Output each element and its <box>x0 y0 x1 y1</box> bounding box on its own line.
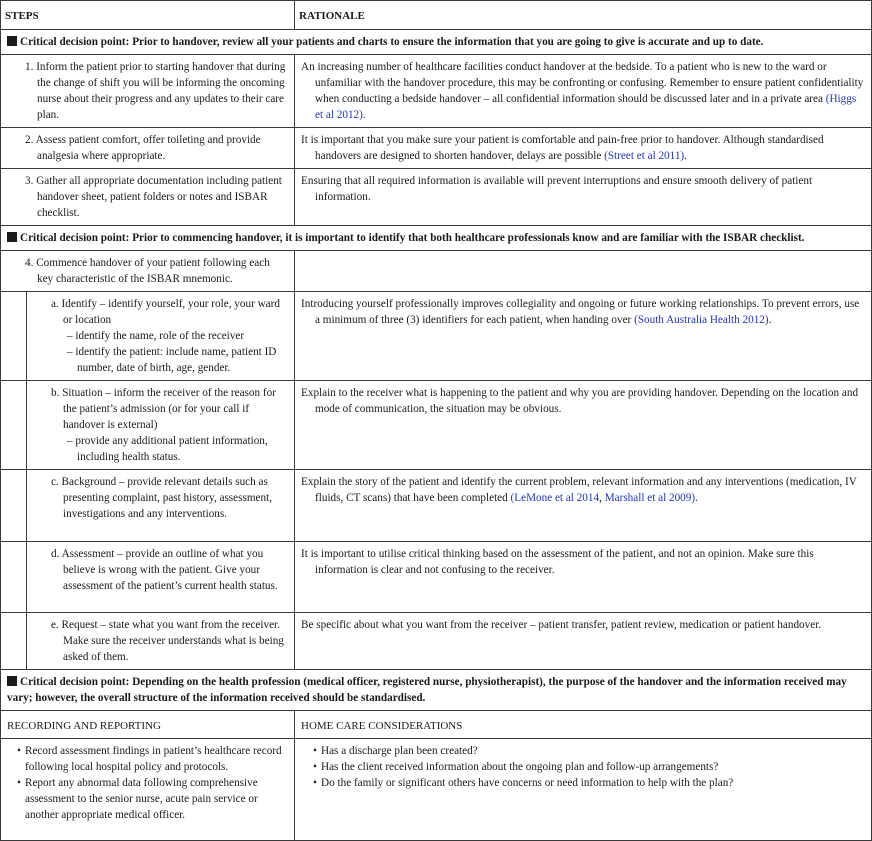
step-cell <box>1 55 295 128</box>
rationale-cell-empty <box>295 251 872 292</box>
rationale-cell <box>295 169 872 226</box>
critical-decision-point <box>1 30 872 55</box>
critical-point-row <box>1 670 872 711</box>
rationale-cell <box>295 381 872 470</box>
table-row <box>1 55 872 128</box>
table-row <box>1 169 872 226</box>
critical-label: Critical decision point: <box>20 36 130 48</box>
list-item: • Has a discharge plan been created? <box>301 743 865 759</box>
recording-heading: RECORDING AND REPORTING <box>1 711 295 739</box>
square-bullet-icon <box>7 232 17 242</box>
critical-decision-point <box>1 670 872 711</box>
rationale-text: Ensuring that all required information is available will prevent interruptions and ensure smooth delivery of patient information. <box>301 175 813 203</box>
recording-cell <box>1 739 295 841</box>
step-text: 3. Gather all appropriate documentation including patient handover sheet, patient folders or notes and ISBAR checklist. <box>25 175 282 219</box>
critical-decision-point <box>1 226 872 251</box>
citation: (Street et al 2011) <box>604 150 685 162</box>
table-row <box>1 470 872 542</box>
indent-cell <box>1 613 27 670</box>
substep-dash: – identify the name, role of the receiver <box>67 330 245 342</box>
citation: (Higgs et al 2012) <box>315 93 857 121</box>
rationale-tail: . <box>684 150 687 162</box>
rationale-heading: RATIONALE <box>295 1 872 30</box>
substep-dash: – identify the patient: include name, patient ID number, date of birth, age, gender. <box>67 346 277 374</box>
rationale-text: It is important to utilise critical thinking based on the assessment of the patient, and not an opinion. Make sure this information is clear and not confusing to the receiver. <box>301 548 814 576</box>
rationale-cell <box>295 128 872 169</box>
indent-cell <box>1 381 27 470</box>
square-bullet-icon <box>7 676 17 686</box>
rationale-cell <box>295 292 872 381</box>
critical-label: Critical decision point: <box>20 232 130 244</box>
critical-label: Critical decision point: <box>20 676 130 688</box>
rationale-text: Explain the story of the patient and identify the current problem, relevant information and any interventions (medication, IV fluids, CT scans) that have been completed <box>301 476 857 504</box>
substep-text: c. Background – provide relevant details such as presenting complaint, past history, assessment, investigations and any interventions. <box>51 476 273 520</box>
step-text: 2. Assess patient comfort, offer toileting and provide analgesia where appropriate. <box>25 134 261 162</box>
critical-text: Prior to commencing handover, it is important to identify that both healthcare professionals know and are familiar with the ISBAR checklist. <box>129 232 805 244</box>
rationale-cell <box>295 55 872 128</box>
citation: Marshall et al 2009) <box>604 492 696 504</box>
step-text: 1. Inform the patient prior to starting handover that during the change of shift you will be informing the oncoming nurse about their progress and any updates to their care plan. <box>25 61 286 121</box>
critical-text: Prior to handover, review all your patients and charts to ensure the information that you are going to give is accurate and up to date. <box>129 36 764 48</box>
rationale-text: Explain to the receiver what is happening to the patient and why you are providing handover. Depending on the location and mode of communication, the situation may be obvious. <box>301 387 859 415</box>
rationale-tail: . <box>695 492 698 504</box>
critical-text: Depending on the health profession (medical officer, registered nurse, physiotherapist), the purpose of the handover and the information received may vary; however, the overall structure of the information received should be standardised. <box>7 676 847 704</box>
table-row <box>1 613 872 670</box>
substep-text: b. Situation – inform the receiver of the reason for the patient’s admission (or for your call if handover is external) <box>51 387 276 431</box>
list-item: • Record assessment findings in patient’s healthcare record following local hospital policy and protocols. <box>7 743 288 775</box>
list-item: • Do the family or significant others have concerns or need information to help with the plan? <box>301 775 865 791</box>
rationale-cell <box>295 542 872 613</box>
indent-cell <box>1 470 27 542</box>
table-row <box>1 542 872 613</box>
table-row <box>1 739 872 841</box>
table-row <box>1 292 872 381</box>
substep-cell <box>27 470 295 542</box>
substep-text: e. Request – state what you want from the receiver. Make sure the receiver understands what is being asked of them. <box>51 619 284 663</box>
table-row <box>1 128 872 169</box>
indent-cell <box>1 542 27 613</box>
list-item: • Report any abnormal data following comprehensive assessment to the senior nurse, acute pain service or another appropriate medical officer. <box>7 775 288 823</box>
substep-text: d. Assessment – provide an outline of what you believe is wrong with the patient. Give your assessment of the patient’s current health status. <box>51 548 278 592</box>
indent-cell <box>1 292 27 381</box>
list-item: • Has the client received information about the ongoing plan and follow-up arrangements? <box>301 759 865 775</box>
rationale-text: An increasing number of healthcare facilities conduct handover at the bedside. To a patient who is new to the ward or unfamiliar with the handover procedure, this may be confronting or confusing. Remember to ensure patient confidentiality when conducting a bedside handover – all confidential information should be discussed later and in a private area <box>301 61 864 105</box>
homecare-cell <box>295 739 872 841</box>
rationale-tail: . <box>768 314 772 326</box>
table-row <box>1 381 872 470</box>
section-header-row <box>1 711 872 739</box>
citation: (South Australia Health 2012) <box>634 314 769 326</box>
substep-cell <box>27 613 295 670</box>
citation: (LeMone et al 2014 <box>510 492 600 504</box>
rationale-cell <box>295 613 872 670</box>
recording-list <box>1 739 294 827</box>
homecare-list <box>295 739 871 795</box>
critical-point-row <box>1 226 872 251</box>
rationale-tail: . <box>362 109 366 121</box>
steps-heading: STEPS <box>1 1 295 30</box>
rationale-text: Introducing yourself professionally improves collegiality and ongoing or future working relationships. To prevent errors, use a minimum of three (3) identifiers for each patient, when handing over <box>301 298 860 326</box>
rationale-text: Be specific about what you want from the receiver – patient transfer, patient review, medication or patient handover. <box>301 619 822 631</box>
substep-cell <box>27 542 295 613</box>
rationale-cell: Explain the story of the patient and identify the current problem, relevant information and any interventions (medication, IV fluids, CT scans) that have been completed (LeMone et al 2014, Marshall et al 2009). <box>295 470 872 542</box>
substep-cell <box>27 381 295 470</box>
step-cell <box>1 251 295 292</box>
step-text: 4. Commence handover of your patient following each key characteristic of the ISBAR mnemonic. <box>25 257 270 285</box>
substep-text: a. Identify – identify yourself, your role, your ward or location <box>51 298 280 326</box>
rationale-text: It is important that you make sure your patient is comfortable and pain-free prior to handover. Although standardised handovers are designed to shorten handover, delays are possible <box>301 134 824 162</box>
homecare-heading: HOME CARE CONSIDERATIONS <box>295 711 872 739</box>
critical-point-row <box>1 30 872 55</box>
step-cell <box>1 128 295 169</box>
substep-dash: – provide any additional patient information, including health status. <box>67 435 268 463</box>
table-row <box>1 251 872 292</box>
square-bullet-icon <box>7 36 17 46</box>
step-cell <box>1 169 295 226</box>
substep-cell <box>27 292 295 381</box>
table-header-row <box>1 1 872 30</box>
